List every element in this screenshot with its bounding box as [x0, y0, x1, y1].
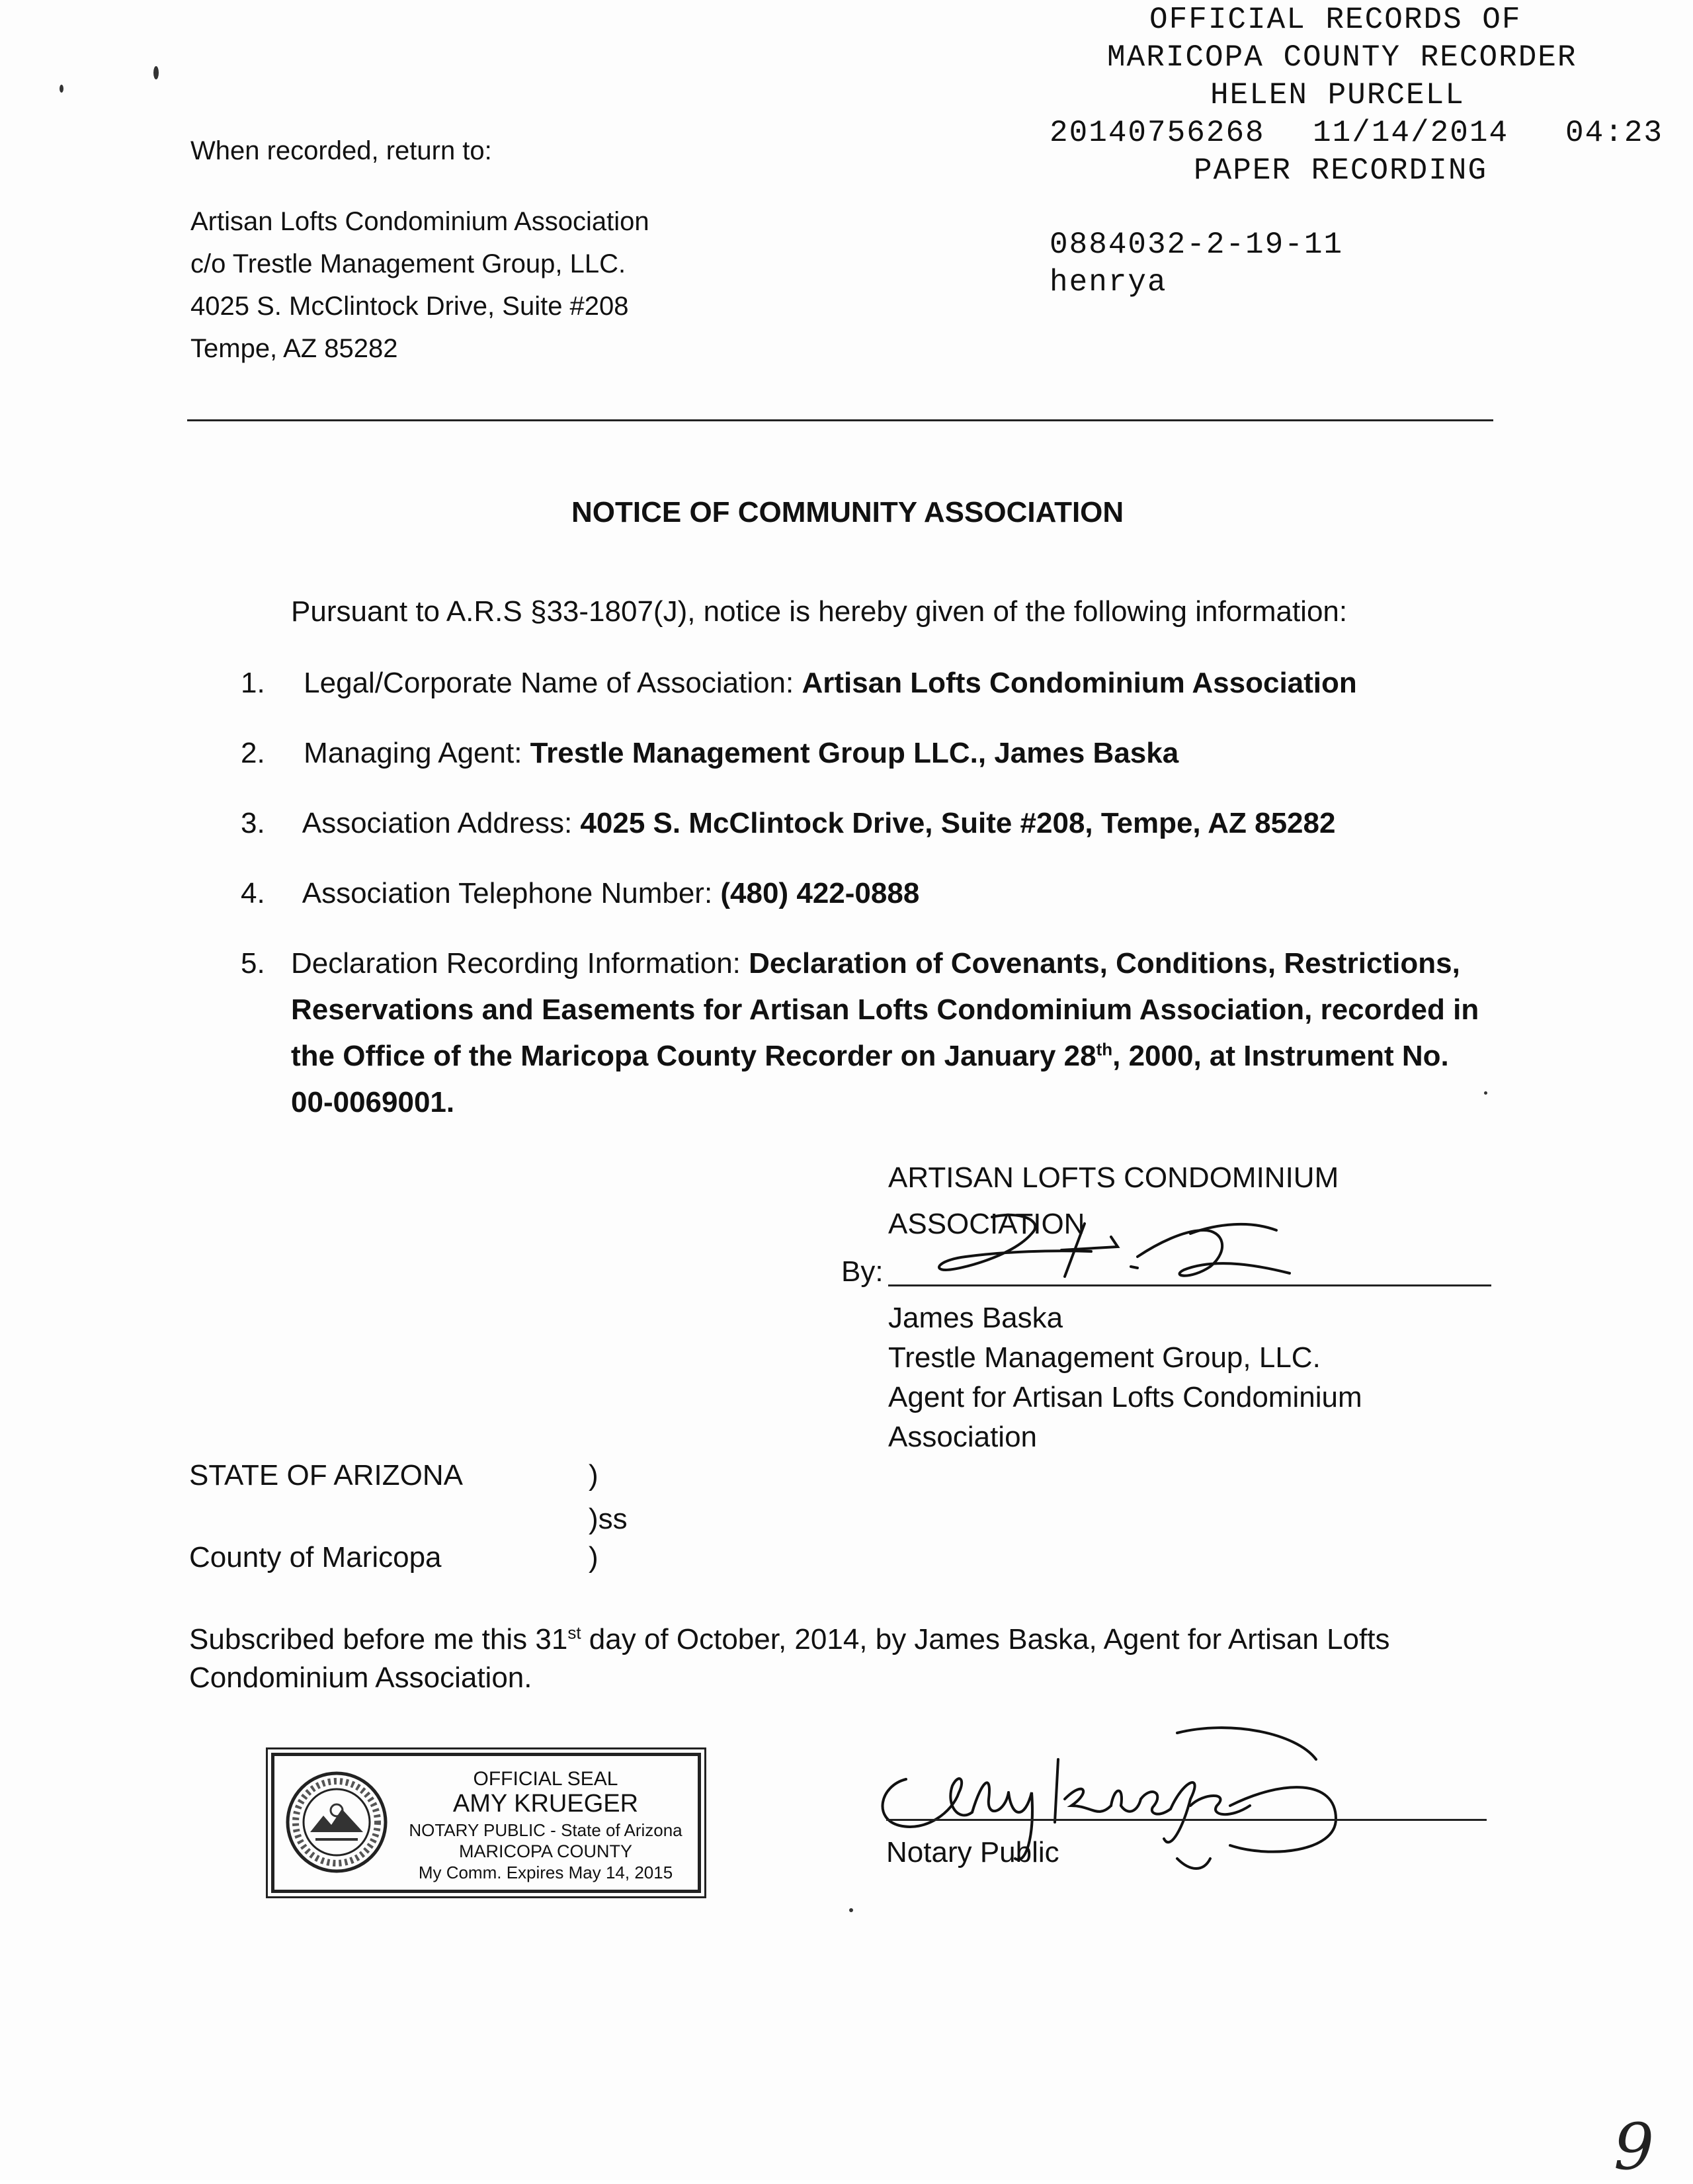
- venue-ss: )ss: [589, 1503, 628, 1535]
- recorder-date: 11/14/2014: [1313, 116, 1509, 150]
- item-label: Legal/Corporate Name of Association:: [304, 667, 802, 699]
- recorder-code: 0884032-2-19-11: [1050, 228, 1344, 262]
- return-line: Artisan Lofts Condominium Association: [190, 207, 649, 236]
- item-value-line: [291, 1033, 1449, 1079]
- seal-line: MARICOPA COUNTY: [458, 1841, 633, 1861]
- recorder-line1: OFFICIAL RECORDS OF: [1149, 3, 1522, 37]
- return-line: 4025 S. McClintock Drive, Suite #208: [190, 292, 629, 321]
- header-divider: [187, 419, 1493, 421]
- signatory-org: ASSOCIATION: [888, 1208, 1085, 1240]
- item-label: Association Telephone Number:: [302, 877, 721, 909]
- list-item: [241, 870, 919, 917]
- recorder-instrument: 20140756268: [1050, 116, 1265, 150]
- jurat-text: Subscribed before me this 31: [189, 1623, 568, 1656]
- venue-bracket: ): [589, 1459, 599, 1491]
- item-number: 1.: [241, 667, 265, 699]
- recorder-line2: MARICOPA COUNTY RECORDER: [1107, 40, 1577, 75]
- venue-county: County of Maricopa: [189, 1541, 442, 1574]
- list-item: [241, 730, 1178, 777]
- signatory-role: Agent for Artisan Lofts Condominium: [888, 1381, 1362, 1413]
- item-value: (480) 422-0888: [720, 877, 920, 909]
- signatory-org: ARTISAN LOFTS CONDOMINIUM: [888, 1161, 1339, 1194]
- item-number: 4.: [241, 877, 265, 909]
- item-value-text: the Office of the Maricopa County Recorder on January 28: [291, 1040, 1096, 1072]
- intro-text: Pursuant to A.R.S §33-1807(J), notice is hereby given of the following information:: [291, 595, 1348, 628]
- arizona-seal-emblem: [284, 1769, 390, 1875]
- notary-seal-stamp: [271, 1753, 701, 1893]
- recorder-line5: PAPER RECORDING: [1194, 153, 1488, 188]
- item-label: Association Address:: [302, 807, 581, 839]
- list-item: [241, 800, 1335, 847]
- venue-state: STATE OF ARIZONA: [189, 1459, 463, 1491]
- notary-signature-line: [886, 1819, 1487, 1821]
- seal-line: OFFICIAL SEAL: [473, 1768, 618, 1790]
- document-title: NOTICE OF COMMUNITY ASSOCIATION: [571, 496, 1124, 528]
- by-label: By:: [841, 1255, 884, 1288]
- item-label: Declaration Recording Information:: [291, 947, 749, 980]
- signatory-name: James Baska: [888, 1302, 1063, 1334]
- list-item-number: 5.: [241, 947, 265, 980]
- signatory-role: Association: [888, 1421, 1038, 1453]
- item-value: Trestle Management Group LLC., James Baska: [530, 737, 1179, 769]
- signature-baska: [919, 1204, 1329, 1303]
- notary-label: Notary Public: [886, 1836, 1059, 1869]
- scan-speck: [153, 66, 159, 79]
- item-value-line: 00-0069001.: [291, 1086, 455, 1118]
- list-item: [241, 660, 1357, 706]
- signatory-company: Trestle Management Group, LLC.: [888, 1341, 1321, 1374]
- item-value: Artisan Lofts Condominium Association: [802, 667, 1357, 699]
- item-value-line: Reservations and Easements for Artisan Lofts Condominium Association, recorded in: [291, 993, 1479, 1026]
- item-value: Declaration of Covenants, Conditions, Restrictions,: [749, 947, 1460, 980]
- scan-speck: [1484, 1091, 1487, 1095]
- recorder-clerk: henrya: [1050, 265, 1167, 300]
- seal-name: AMY KRUEGER: [452, 1790, 639, 1818]
- item-number: 2.: [241, 737, 265, 769]
- ordinal-suffix: th: [1096, 1039, 1113, 1060]
- seal-line: My Comm. Expires May 14, 2015: [418, 1863, 673, 1882]
- venue-bracket: ): [589, 1541, 599, 1574]
- jurat-line: Condominium Association.: [189, 1661, 532, 1694]
- recorder-time: 04:23: [1565, 116, 1664, 150]
- scan-speck: [60, 85, 63, 93]
- item-value: 4025 S. McClintock Drive, Suite #208, Tempe, AZ 85282: [580, 807, 1336, 839]
- recorder-line3: HELEN PURCELL: [1210, 78, 1465, 112]
- return-line: c/o Trestle Management Group, LLC.: [190, 249, 626, 278]
- item-value-text: , 2000, at Instrument No.: [1112, 1040, 1449, 1072]
- scan-speck: [849, 1908, 853, 1912]
- list-item: [291, 941, 1460, 987]
- item-number: 3.: [241, 807, 265, 839]
- ordinal-suffix: st: [567, 1622, 581, 1643]
- jurat-text: day of October, 2014, by James Baska, Agent for Artisan Lofts: [581, 1623, 1390, 1656]
- return-line: Tempe, AZ 85282: [190, 334, 398, 363]
- page-number-mark: 9: [1614, 2110, 1655, 2184]
- item-label: Managing Agent:: [304, 737, 530, 769]
- return-heading: When recorded, return to:: [190, 136, 492, 165]
- seal-line: NOTARY PUBLIC - State of Arizona: [409, 1820, 682, 1840]
